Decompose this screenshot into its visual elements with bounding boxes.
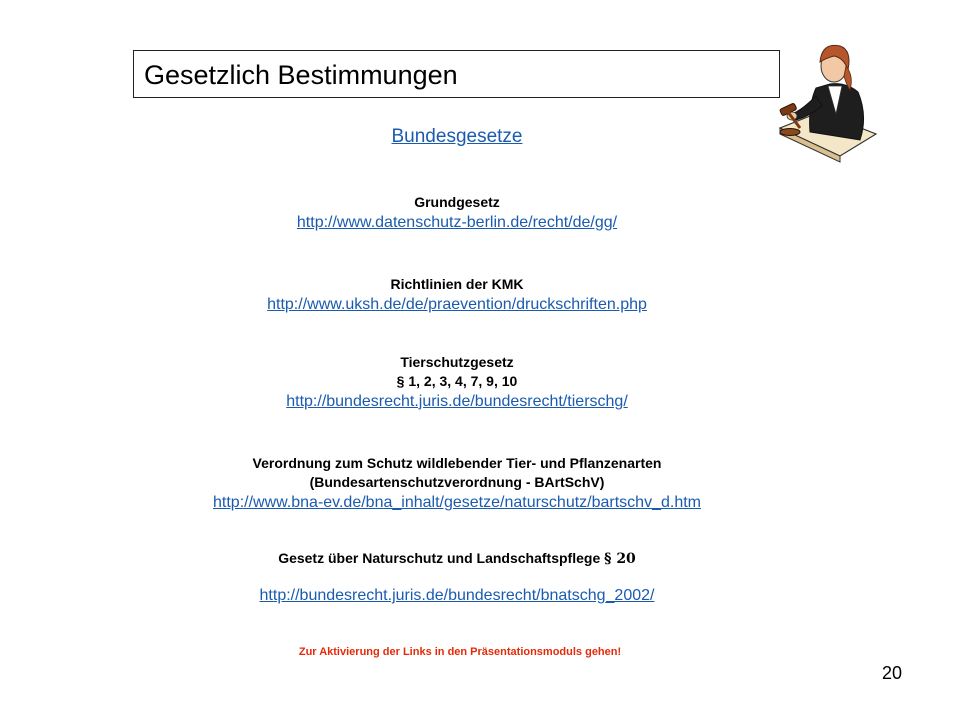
entry-label: Richtlinien der KMK [390, 276, 524, 292]
entry-grundgesetz [0, 193, 914, 234]
entry-tierschutzgesetz [0, 353, 914, 413]
entry-link[interactable]: http://www.uksh.de/de/praevention/druckschriften.php [267, 296, 647, 313]
slide-title: Gesetzlich Bestimmungen [144, 60, 458, 90]
entry-label-text: Gesetz über Naturschutz und Landschaftspflege [278, 550, 605, 566]
entry-bnatschg [0, 549, 914, 607]
entry-link[interactable]: http://bundesrecht.juris.de/bundesrecht/bnatschg_2002/ [259, 587, 655, 604]
entry-link[interactable]: http://www.bna-ev.de/bna_inhalt/gesetze/naturschutz/bartschv_d.htm [213, 494, 701, 511]
entry-label-sub: (Bundesartenschutzverordnung - BArtSchV) [309, 474, 605, 490]
entry-label: Tierschutzgesetz [400, 354, 514, 370]
entry-label-section: § 20 [604, 551, 636, 567]
entry-kmk [0, 275, 914, 316]
section-heading[interactable] [0, 124, 914, 150]
entry-label: Grundgesetz [414, 194, 500, 210]
entry-bartschv [0, 454, 914, 514]
entry-paragraphs: § 1, 2, 3, 4, 7, 9, 10 [396, 373, 518, 389]
activation-note: Zur Aktivierung der Links in den Präsentationsmoduls gehen! [298, 646, 622, 658]
entry-label [0, 549, 914, 569]
entry-link[interactable]: http://www.datenschutz-berlin.de/recht/de/gg/ [296, 214, 618, 231]
entry-label: Verordnung zum Schutz wildlebender Tier- und Pflanzenarten [252, 455, 662, 471]
page-number: 20 [881, 663, 902, 683]
bundesgesetze-link[interactable]: Bundesgesetze [391, 126, 523, 147]
title-box [133, 50, 780, 98]
entry-link[interactable]: http://bundesrecht.juris.de/bundesrecht/tierschg/ [286, 393, 628, 410]
